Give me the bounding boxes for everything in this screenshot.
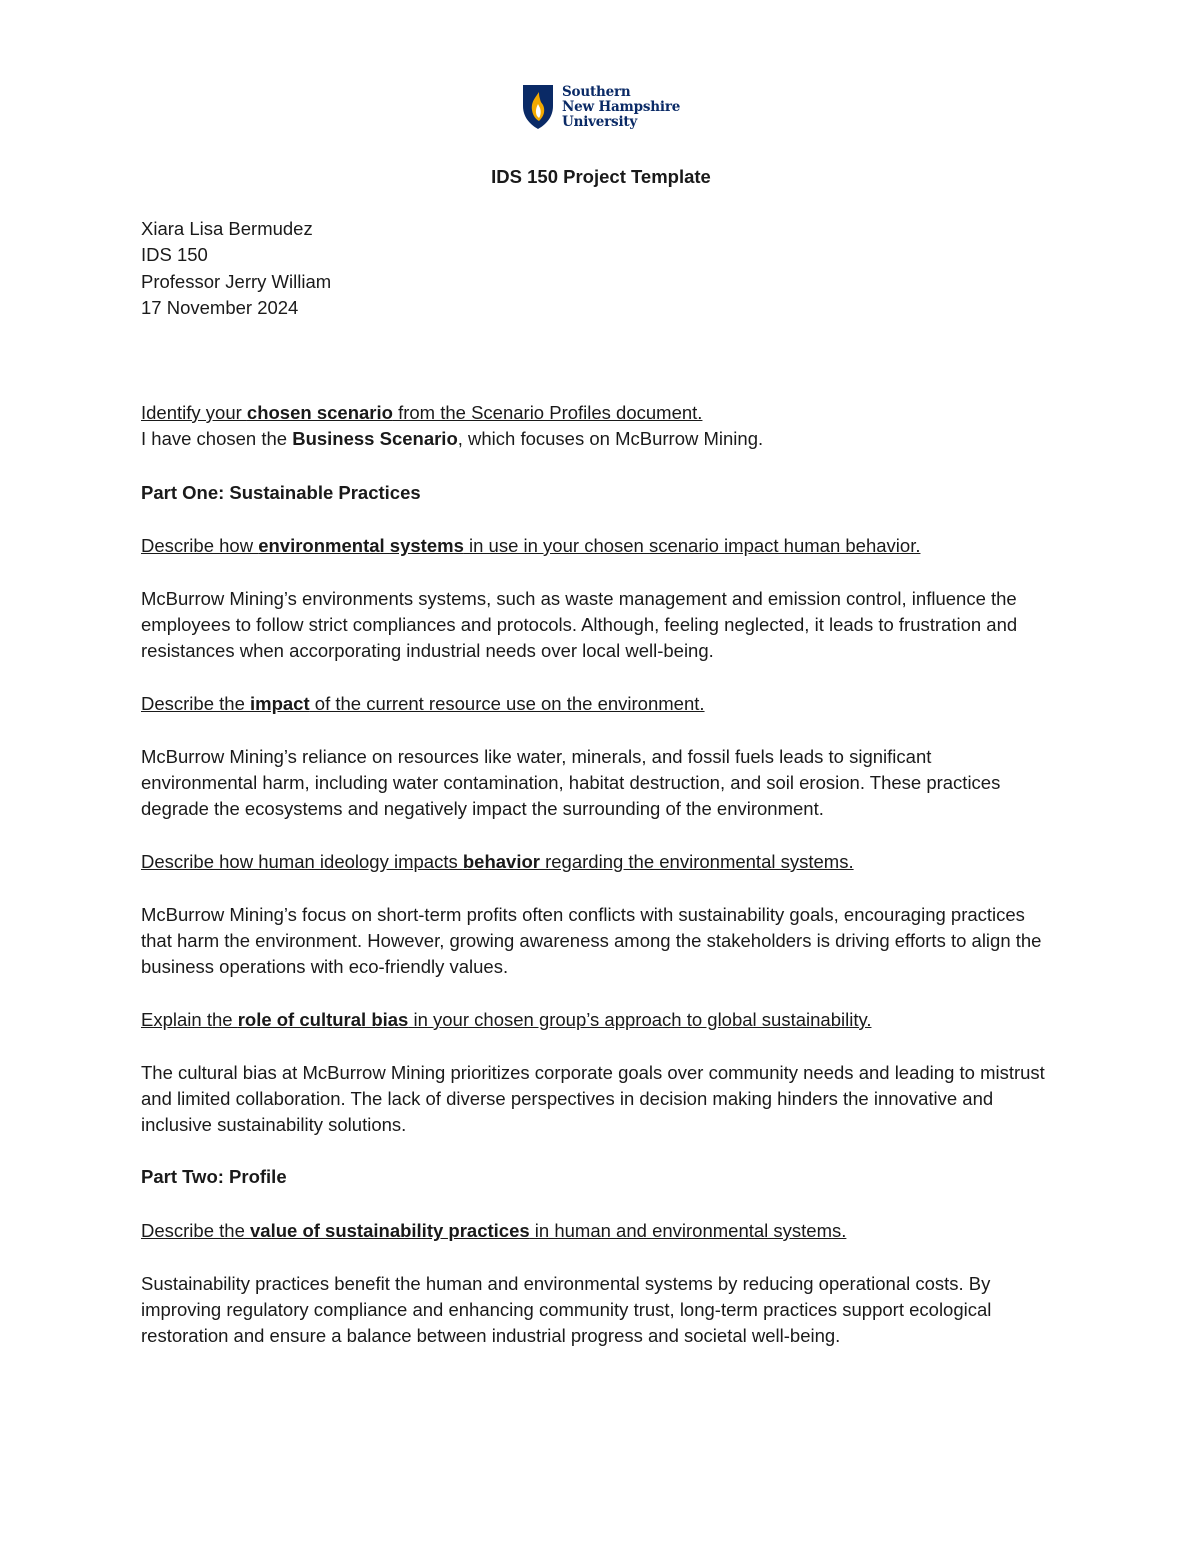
question-text: Identify your xyxy=(141,402,247,423)
part-two-answer-1: Sustainability practices benefit the human and environmental systems by reducing operational costs. By improving regulatory compliance and enhancing community trust, long-term practices support ecological restoration and ensure a balance between industrial progress and societal well-being. xyxy=(141,1273,992,1347)
part-one-question-4 xyxy=(141,1007,1081,1033)
course-code: IDS 150 xyxy=(141,244,208,266)
question-text: in human and environmental systems. xyxy=(529,1220,847,1241)
question-text: in use in your chosen scenario impact human behavior. xyxy=(463,535,921,556)
student-name: Xiara Lisa Bermudez xyxy=(141,218,313,240)
answer-text: I have chosen the xyxy=(141,428,293,450)
question-text: Describe the xyxy=(141,1220,250,1241)
student-info xyxy=(141,216,1061,321)
professor-name: Professor Jerry William xyxy=(141,270,332,292)
logo-line-3: University xyxy=(562,113,638,130)
question-text: regarding the environmental systems. xyxy=(539,851,854,872)
part-one-answer-4: The cultural bias at McBurrow Mining prioritizes corporate goals over community needs and leading to mistrust and limited collaboration. The lack of diverse perspectives in decision making hinders the innovative and inclusive sustainability solutions. xyxy=(141,1062,1045,1136)
part-one-answer-2: McBurrow Mining’s reliance on resources like water, minerals, and fossil fuels leads to significant environmental harm, including water contamination, habitat destruction, and soil erosion. These practices degrade the ecosystems and negatively impact the surrounding of the environment. xyxy=(141,746,1001,820)
part-one-question-2 xyxy=(141,691,1081,717)
question-bold: environmental systems xyxy=(258,535,464,556)
snhu-logo xyxy=(522,84,680,130)
question-text: Describe how human ideology impacts xyxy=(141,851,463,872)
part-two-question-1 xyxy=(141,1218,1081,1244)
question-text: in your chosen group’s approach to global sustainability. xyxy=(408,1009,872,1030)
question-bold: impact xyxy=(250,693,310,714)
question-bold: behavior xyxy=(462,851,540,872)
question-text: Explain the xyxy=(141,1009,238,1030)
scenario-section xyxy=(141,400,1081,452)
question-text: Describe the xyxy=(141,693,250,714)
part-one-heading: Part One: Sustainable Practices xyxy=(141,482,421,503)
logo-line-1: Southern xyxy=(562,83,631,100)
answer-bold: Business Scenario xyxy=(292,428,458,450)
part-one-question-3 xyxy=(141,849,1081,875)
scenario-answer xyxy=(141,426,1081,452)
part-one-question-1 xyxy=(141,533,1081,559)
logo-wordmark xyxy=(562,85,680,130)
question-bold: value of sustainability practices xyxy=(250,1220,530,1241)
header-block xyxy=(141,164,1061,321)
question-text: Describe how xyxy=(141,535,259,556)
part-one-answer-1: McBurrow Mining’s environments systems, such as waste management and emission control, influence the employees to follow strict compliances and protocols. Although, feeling neglected, it leads to frustration and resistances when accorporating industrial needs over local well-being. xyxy=(141,588,1018,662)
question-text: from the Scenario Profiles document. xyxy=(392,402,703,423)
shield-flame-icon xyxy=(522,84,554,130)
document-title: IDS 150 Project Template xyxy=(491,166,711,187)
answer-text: , which focuses on McBurrow Mining. xyxy=(457,428,764,450)
part-two-heading: Part Two: Profile xyxy=(141,1166,287,1187)
question-text: of the current resource use on the environment. xyxy=(309,693,705,714)
question-bold: chosen scenario xyxy=(246,402,393,423)
scenario-question xyxy=(141,400,1081,426)
part-one-answer-3: McBurrow Mining’s focus on short-term profits often conflicts with sustainability goals, encouraging practices that harm the environment. However, growing awareness among the stakeholders is driving efforts to align the business operations with eco-friendly values. xyxy=(141,904,1042,978)
logo-line-2: New Hampshire xyxy=(562,98,681,115)
question-bold: role of cultural bias xyxy=(237,1009,409,1030)
submission-date: 17 November 2024 xyxy=(141,296,299,318)
